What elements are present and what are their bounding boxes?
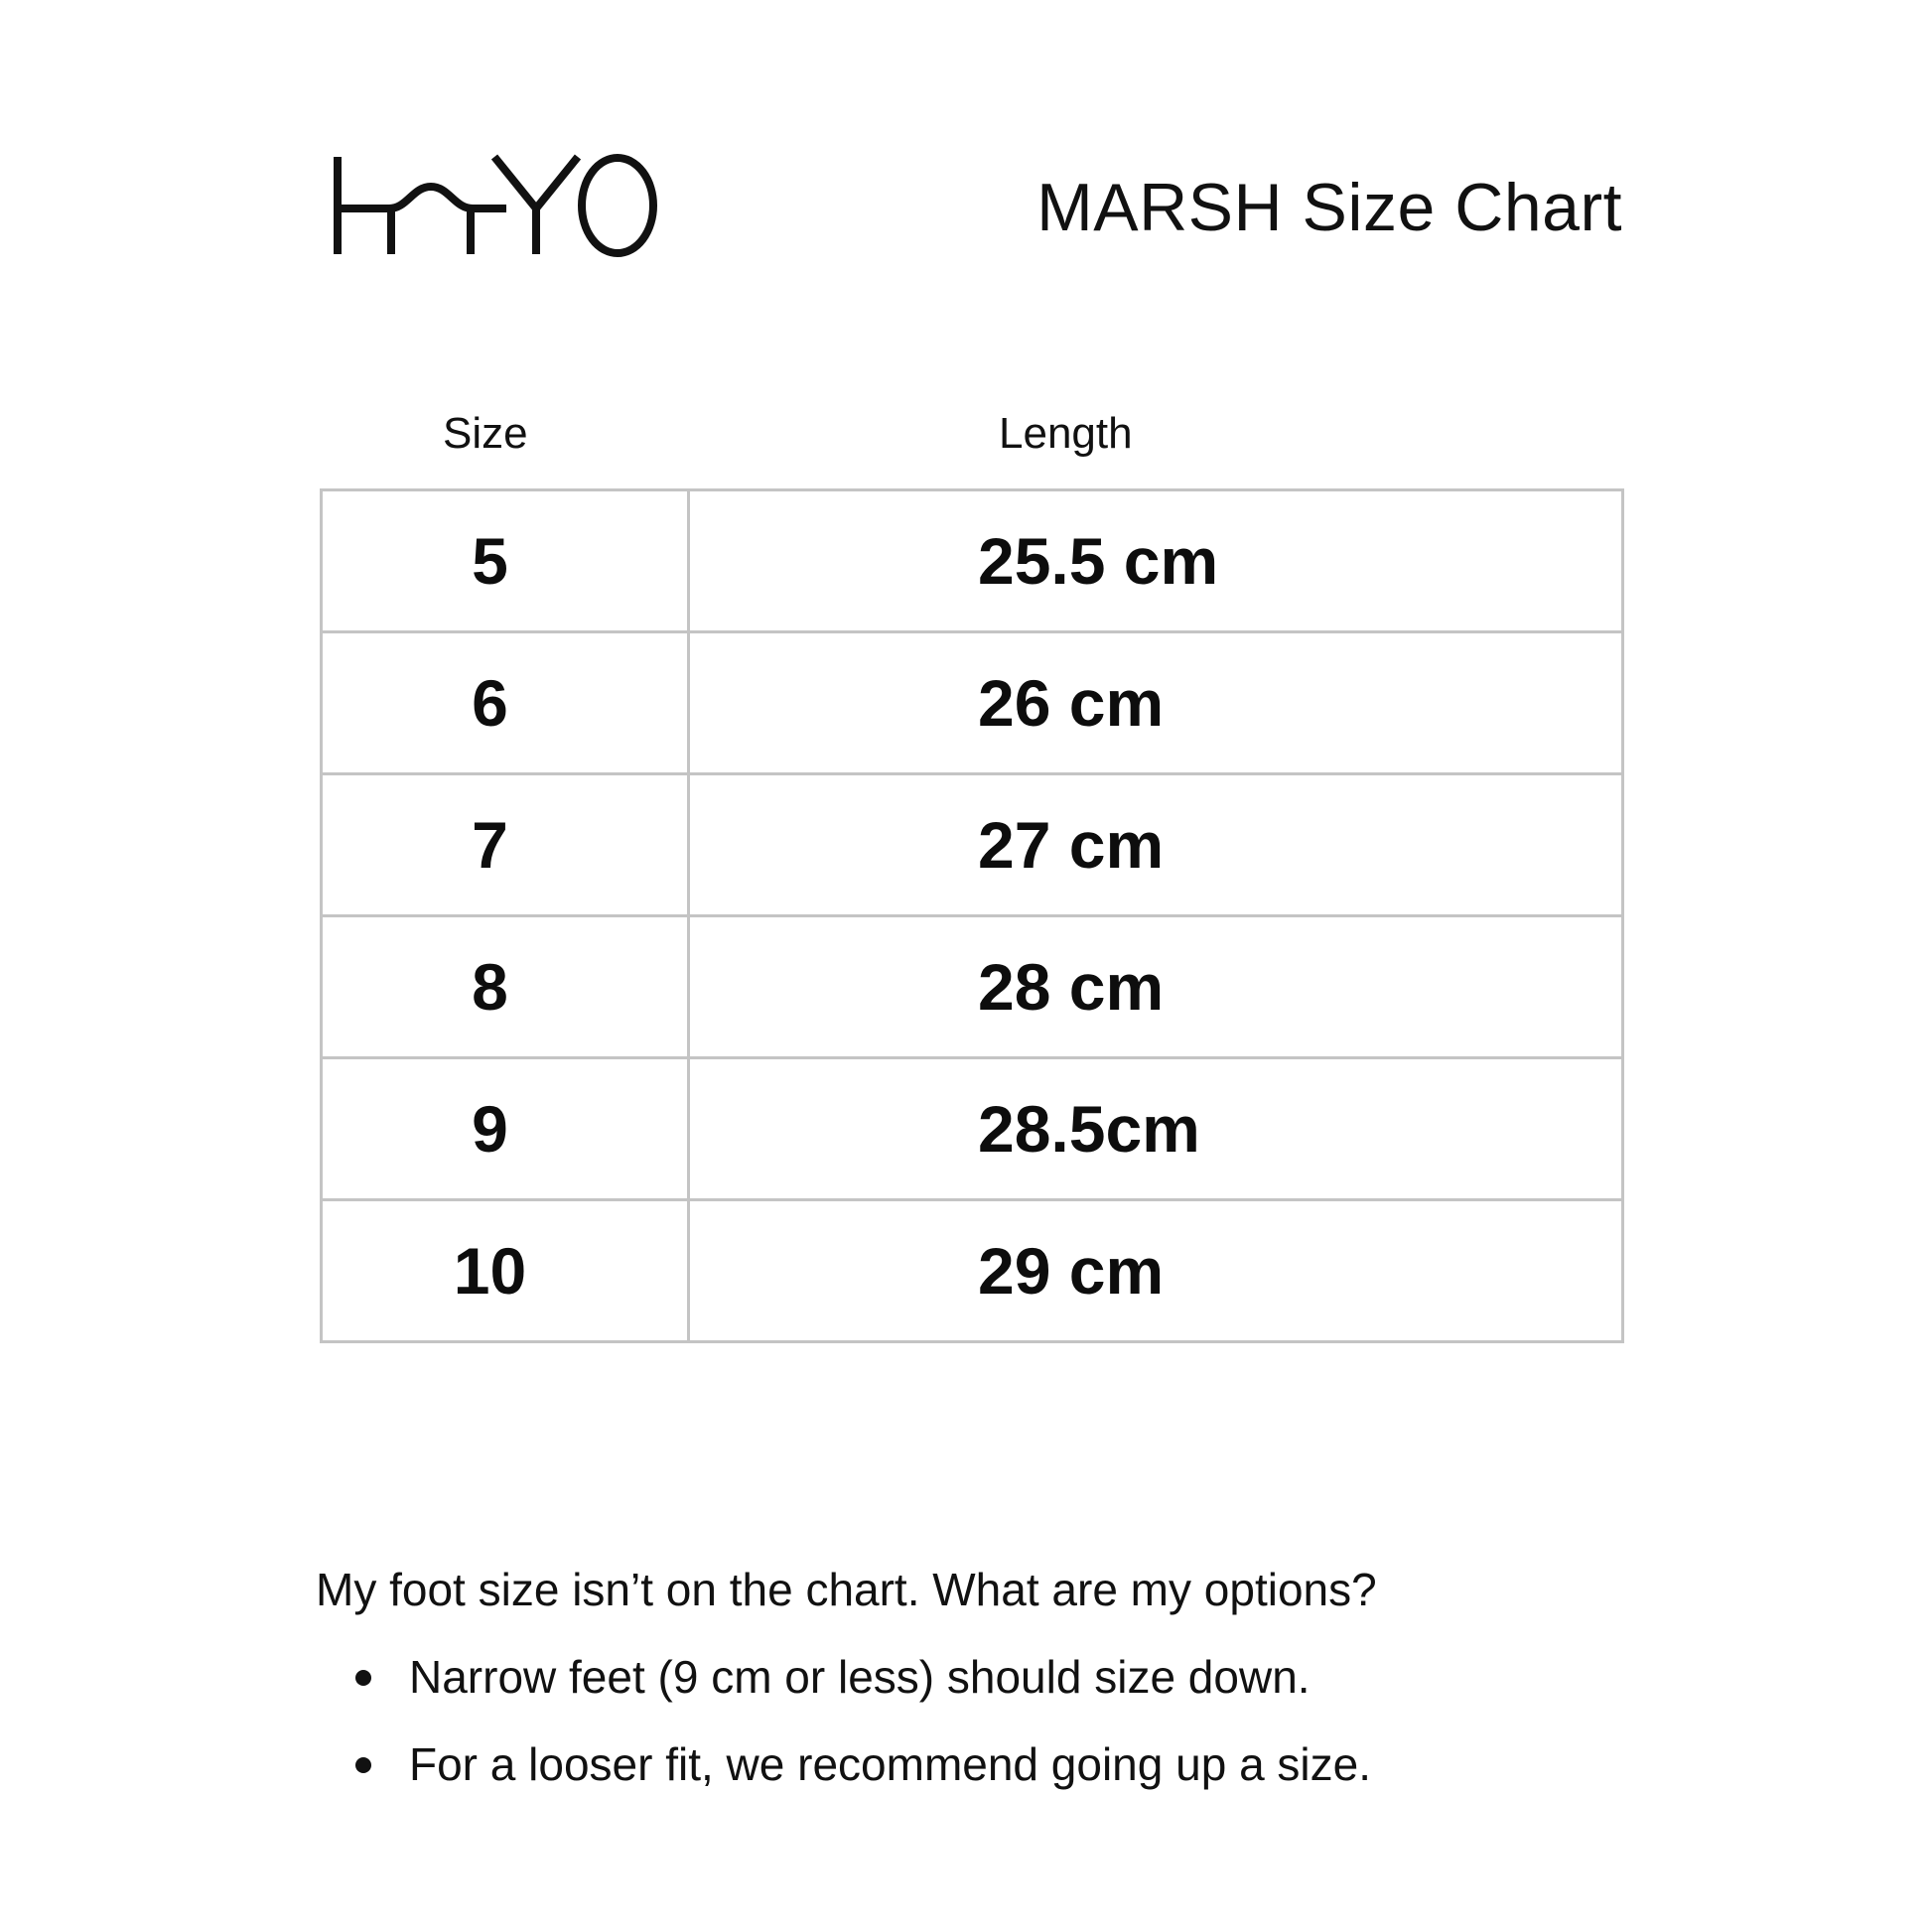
length-cell: 27 cm	[689, 774, 1623, 916]
size-cell: 10	[322, 1200, 689, 1342]
hayo-logo-icon	[332, 151, 659, 260]
size-cell: 9	[322, 1058, 689, 1200]
table-row	[322, 632, 1623, 774]
faq-answer-text: Narrow feet (9 cm or less) should size down.	[409, 1651, 1311, 1703]
size-cell: 7	[322, 774, 689, 916]
faq-question: My foot size isn’t on the chart. What are my options?	[316, 1564, 1377, 1615]
bullet-icon	[355, 1757, 371, 1773]
faq-answer-list	[316, 1650, 1626, 1791]
faq-answer-text: For a looser fit, we recommend going up a size.	[409, 1738, 1372, 1790]
bullet-icon	[355, 1670, 371, 1686]
table-row	[322, 916, 1623, 1058]
faq-section	[316, 1563, 1626, 1825]
length-cell: 25.5 cm	[689, 490, 1623, 632]
table-row	[322, 1200, 1623, 1342]
page-title: MARSH Size Chart	[1036, 170, 1622, 245]
length-cell: 28 cm	[689, 916, 1623, 1058]
table-row	[322, 1058, 1623, 1200]
length-cell: 29 cm	[689, 1200, 1623, 1342]
length-cell: 28.5cm	[689, 1058, 1623, 1200]
column-header-length: Length	[999, 409, 1133, 458]
length-cell: 26 cm	[689, 632, 1623, 774]
size-cell: 8	[322, 916, 689, 1058]
column-header-size: Size	[443, 409, 528, 458]
size-cell: 5	[322, 490, 689, 632]
list-item	[316, 1650, 1626, 1704]
size-table	[320, 488, 1624, 1343]
size-cell: 6	[322, 632, 689, 774]
table-row	[322, 490, 1623, 632]
table-row	[322, 774, 1623, 916]
list-item	[316, 1737, 1626, 1791]
brand-logo	[332, 151, 659, 260]
